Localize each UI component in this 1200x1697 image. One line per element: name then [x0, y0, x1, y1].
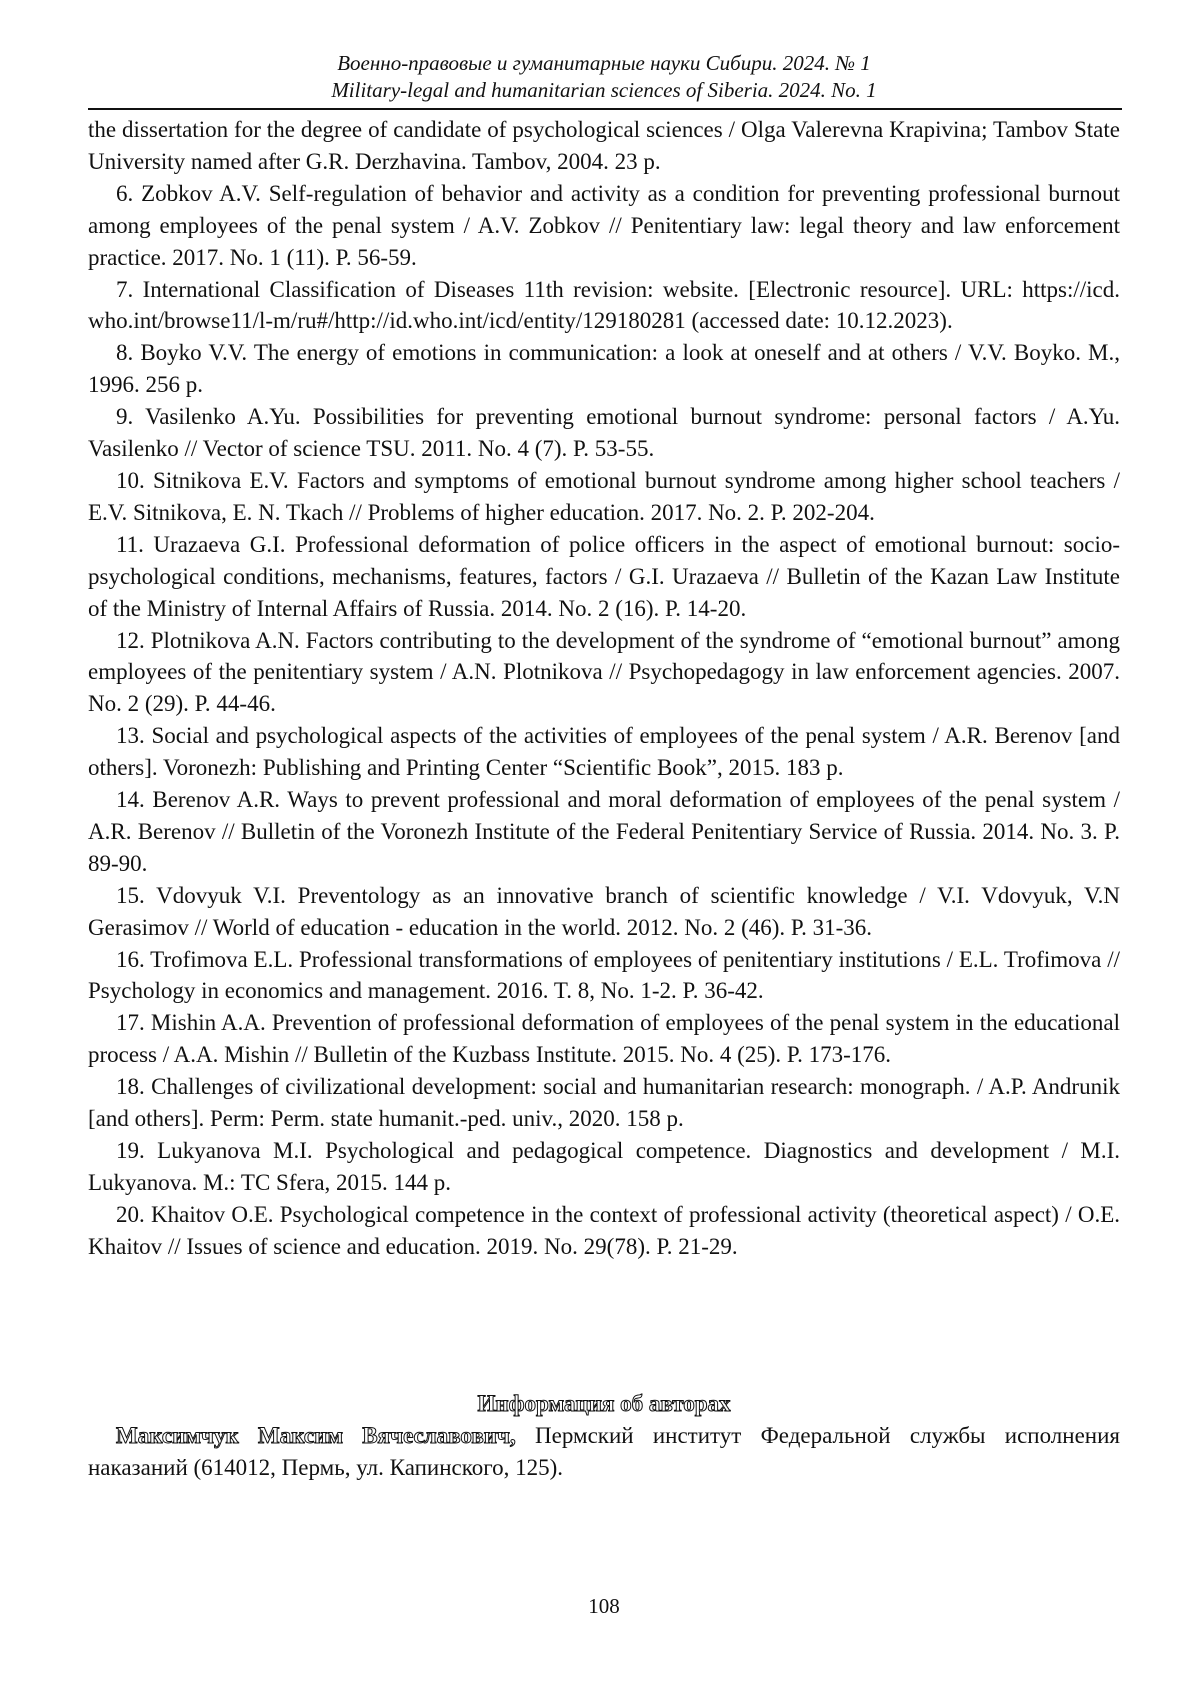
authors-section-title: Информация об авторах: [477, 1391, 731, 1416]
reference-item: 14. Berenov A.R. Ways to prevent professional and moral deformation of employees of the penal system / A.R. Berenov // Bulletin of the Voronezh Institute of the Federal Penitentiary Service of Russia. 2014. No. 3. P. 89-90.: [88, 787, 1120, 876]
reference-item: 15. Vdovyuk V.I. Preventology as an innovative branch of scientific knowledge / V.I. Vdovyuk, V.N Gerasimov // World of education - education in the world. 2012. No. 2 (46). P. 31-36.: [88, 882, 1120, 940]
author-affiliation: Пермский институт Федеральной службы исполнения наказаний (614012, Пермь, ул. Капинского, 125).: [88, 1423, 1120, 1480]
author-name: Максимчук Максим Вячеславович,: [116, 1423, 516, 1448]
header-rule: [88, 108, 1122, 110]
header-title-ru: Военно-правовые и гуманитарные науки Сибири. 2024. № 1: [337, 51, 871, 75]
reference-item: 12. Plotnikova A.N. Factors contributing to the development of the syndrome of “emotional burnout” among employees of the penitentiary system / A.N. Plotnikova // Psychopedagogy in law enforcement agencies. 2007. No. 2 (29). P. 44-46.: [88, 627, 1120, 717]
reference-continuation: the dissertation for the degree of candidate of psychological sciences / Olga Valerevna Krapivina; Tambov State University named after G.R. Derzhavina. Tambov, 2004. 23 p.: [88, 117, 1120, 174]
header-title-en: Military-legal and humanitarian sciences of Siberia. 2024. No. 1: [331, 78, 877, 102]
reference-item: 6. Zobkov A.V. Self-regulation of behavior and activity as a condition for preventing professional burnout among employees of the penal system / A.V. Zobkov // Penitentiary law: legal theory and law enforcement practice. 2017. No. 1 (11). P. 56-59.: [88, 180, 1120, 270]
reference-list: [88, 114, 1120, 1263]
reference-item: 17. Mishin A.A. Prevention of professional deformation of employees of the penal system in the educational process / A.A. Mishin // Bulletin of the Kuzbass Institute. 2015. No. 4 (25). P. 173-176.: [88, 1010, 1120, 1068]
reference-item: 8. Boyko V.V. The energy of emotions in communication: a look at oneself and at others / V.V. Boyko. M., 1996. 256 p.: [88, 340, 1120, 398]
reference-item: 20. Khaitov O.E. Psychological competence in the context of professional activity (theoretical aspect) / O.E. Khaitov // Issues of science and education. 2019. No. 29(78). P. 21-29.: [88, 1201, 1120, 1259]
author-info: [88, 1420, 1120, 1484]
reference-item: 10. Sitnikova E.V. Factors and symptoms of emotional burnout syndrome among higher school teachers / E.V. Sitnikova, E. N. Tkach // Problems of higher education. 2017. No. 2. P. 202-204.: [88, 467, 1120, 525]
reference-item: 7. International Classification of Diseases 11th revision: website. [Electronic resource]. URL: https://icd. who.int/browse11/l-m/ru#/http://id.who.int/icd/entity/129180281 (accessed date: 10.12.2023).: [88, 276, 1120, 334]
page-number: 108: [588, 1594, 620, 1618]
running-header: [88, 50, 1120, 104]
reference-item: 13. Social and psychological aspects of the activities of employees of the penal system / A.R. Berenov [and others]. Voronezh: Publishing and Printing Center “Scientific Book”, 2015. 183 p.: [88, 723, 1120, 781]
reference-item: 11. Urazaeva G.I. Professional deformation of police officers in the aspect of emotional burnout: socio-psychological conditions, mechanisms, features, factors / G.I. Urazaeva // Bulletin of the Kazan Law Institute of the Ministry of Internal Affairs of Russia. 2014. No. 2 (16). P. 14-20.: [88, 531, 1120, 621]
reference-item: 16. Trofimova E.L. Professional transformations of employees of penitentiary institutions / E.L. Trofimova // Psychology in economics and management. 2016. T. 8, No. 1-2. P. 36-42.: [88, 946, 1120, 1004]
reference-item: 18. Challenges of civilizational development: social and humanitarian research: monograph. / A.P. Andrunik [and others]. Perm: Perm. state humanit.-ped. univ., 2020. 158 p.: [88, 1074, 1120, 1132]
reference-item: 19. Lukyanova M.I. Psychological and pedagogical competence. Diagnostics and development / M.I. Lukyanova. M.: TC Sfera, 2015. 144 p.: [88, 1138, 1120, 1195]
reference-item: 9. Vasilenko A.Yu. Possibilities for preventing emotional burnout syndrome: personal factors / A.Yu. Vasilenko // Vector of science TSU. 2011. No. 4 (7). P. 53-55.: [88, 404, 1120, 462]
